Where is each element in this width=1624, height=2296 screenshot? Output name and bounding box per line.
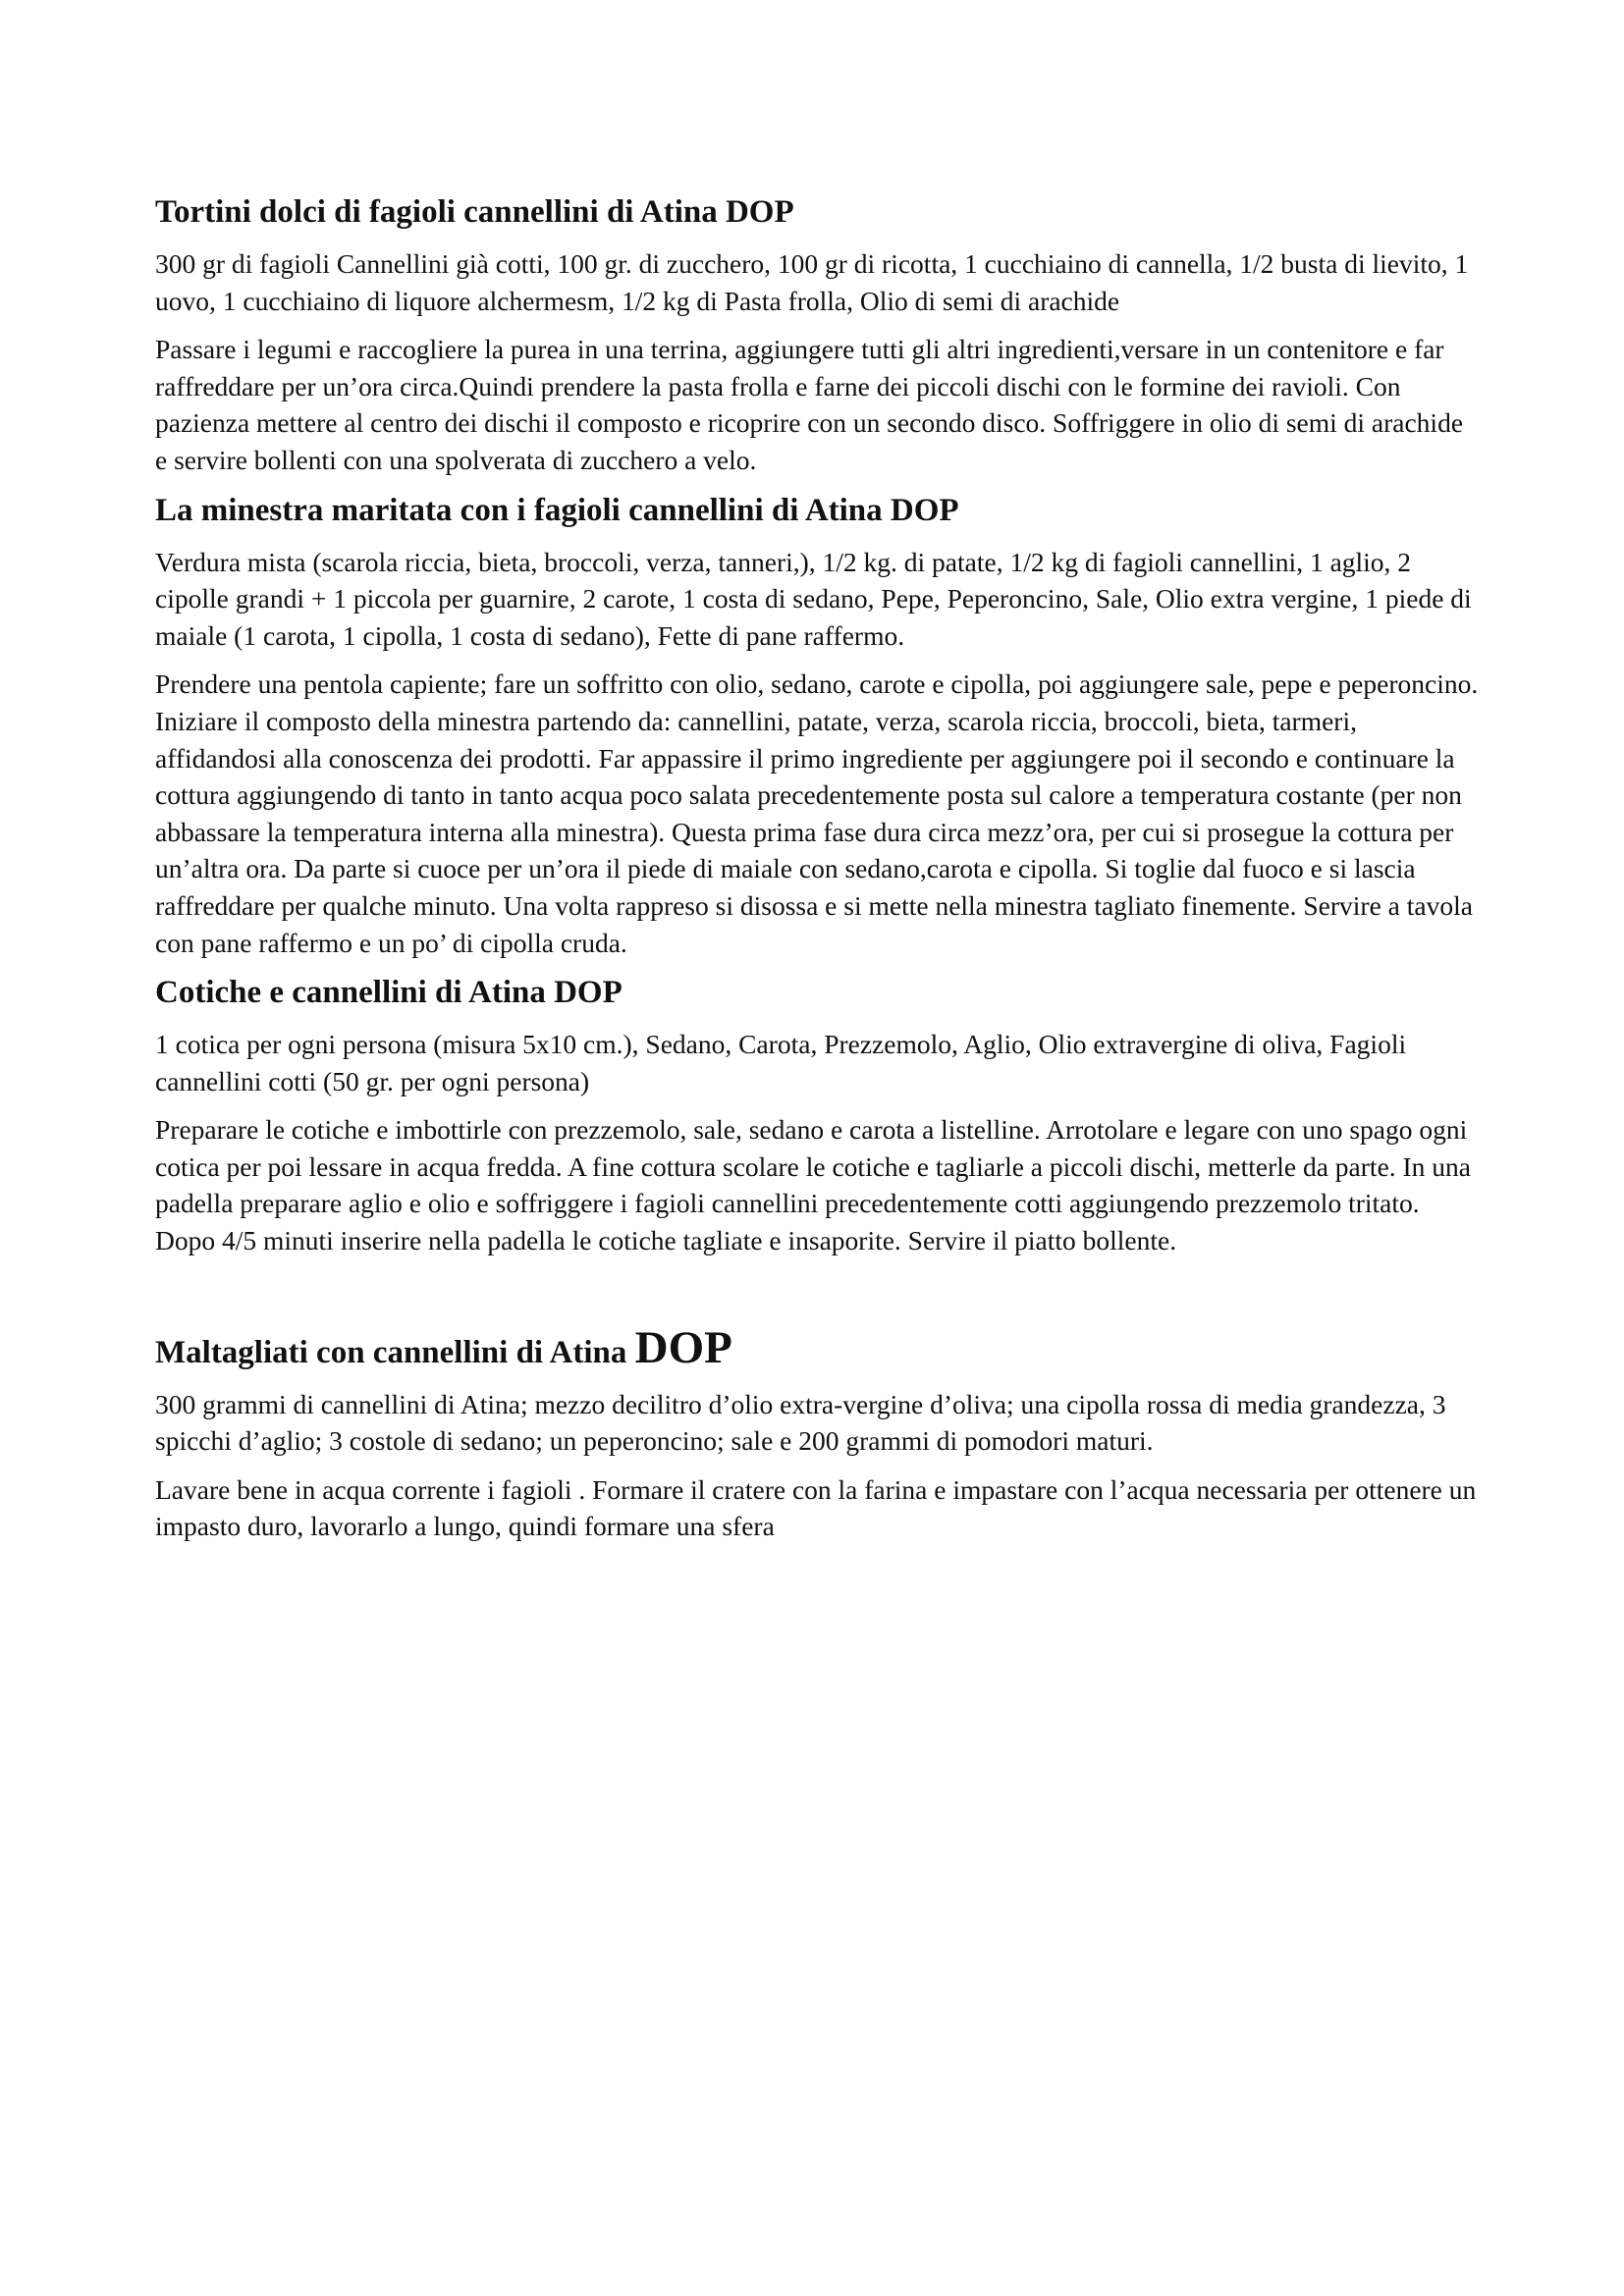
recipe-maltagliati — [155, 1321, 1481, 1545]
recipe-ingredients: 300 gr di fagioli Cannellini già cotti, 100 gr. di zucchero, 100 gr di ricotta, 1 cucchiaino di cannella, 1/2 busta di lievito, 1 uovo, 1 cucchiaino di liquore alchermesm, 1/2 kg di Pasta frolla, Olio di semi di arachide — [155, 248, 1469, 316]
recipe-method: Lavare bene in acqua corrente i fagioli . Formare il cratere con la farina e impastare con l’acqua necessaria per ottenere un impasto duro, lavorarlo a lungo, quindi formare una sfera — [155, 1473, 1477, 1542]
recipe-method: Prendere una pentola capiente; fare un soffritto con olio, sedano, carote e cipolla, poi aggiungere sale, pepe e peperoncino. Iniziare il composto della minestra partendo da: cannellini, patate, verza, scarola riccia, broccoli, bieta, tarmeri, affidandosi alla conoscenza dei prodotti. Far appassire il primo ingrediente per aggiungere poi il secondo e continuare la cottura aggiungendo di tanto in tanto acqua poco salata precedentemente posta sul calore a temperatura costante (per non abbassare la temperatura interna alla minestra). Questa prima fase dura circa mezz’ora, per cui si prosegue la cottura per un’altra ora. Da parte si cuoce per un’ora il piede di maiale con sedano,carota e cipolla. Si toglie dal fuoco e si lascia raffreddare per qualche minuto. Una volta rappreso si disossa e si mette nella minestra tagliato finemente. Servire a tavola con pane raffermo e un po’ di cipolla cruda. — [155, 668, 1479, 958]
recipe-ingredients: 1 cotica per ogni persona (misura 5x10 cm.), Sedano, Carota, Prezzemolo, Aglio, Olio extravergine di oliva, Fagioli cannellini cotti (50 gr. per ogni persona) — [155, 1029, 1407, 1096]
document-page — [155, 192, 1481, 1557]
recipe-title: La minestra maritata con i fagioli cannellini di Atina DOP — [155, 492, 959, 528]
recipe-ingredients: Verdura mista (scarola riccia, bieta, broccoli, verza, tanneri,), 1/2 kg. di patate, 1/2 kg di fagioli cannellini, 1 aglio, 2 cipolle grandi + 1 piccola per guarnire, 2 carote, 1 costa di sedano, Pepe, Peperoncino, Sale, Olio extra vergine, 1 piede di maiale (1 carota, 1 cipolla, 1 costa di sedano), Fette di pane raffermo. — [155, 546, 1472, 651]
recipe-title-suffix: DOP — [634, 1321, 732, 1373]
recipe-title: Maltagliati con cannellini di Atina — [155, 1334, 627, 1370]
recipe-title-heading — [155, 1321, 1481, 1373]
recipe-method: Passare i legumi e raccogliere la purea in una terrina, aggiungere tutti gli altri ingredienti,versare in un contenitore e far raffreddare per un’ora circa.Quindi prendere la pasta frolla e farne dei piccoli dischi con le formine dei ravioli. Con pazienza mettere al centro dei dischi il composto e ricoprire con un secondo disco. Soffriggere in olio di semi di arachide e servire bollenti con una spolverata di zucchero a velo. — [155, 334, 1464, 475]
recipe-cotiche — [155, 973, 1481, 1259]
recipe-method: Preparare le cotiche e imbottirle con prezzemolo, sale, sedano e carota a listelline. Arrotolare e legare con uno spago ogni cotica per poi lessare in acqua fredda. A fine cottura scolare le cotiche e tagliarle a piccoli dischi, metterle da parte. In una padella preparare aglio e olio e soffriggere i fagioli cannellini precedentemente cotti aggiungendo prezzemolo tritato. Dopo 4/5 minuti inserire nella padella le cotiche tagliate e insaporite. Servire il piatto bollente. — [155, 1114, 1472, 1256]
recipe-title: Tortini dolci di fagioli cannellini di Atina DOP — [155, 194, 794, 230]
recipe-title: Cotiche e cannellini di Atina DOP — [155, 975, 623, 1011]
recipe-tortini — [155, 192, 1481, 479]
recipe-minestra-maritata — [155, 491, 1481, 962]
recipe-ingredients: 300 grammi di cannellini di Atina; mezzo decilitro d’olio extra-vergine d’oliva; una cipolla rossa di media grandezza, 3 spicchi d’aglio; 3 costole di sedano; un peperoncino; sale e 200 grammi di pomodori maturi. — [155, 1388, 1446, 1457]
